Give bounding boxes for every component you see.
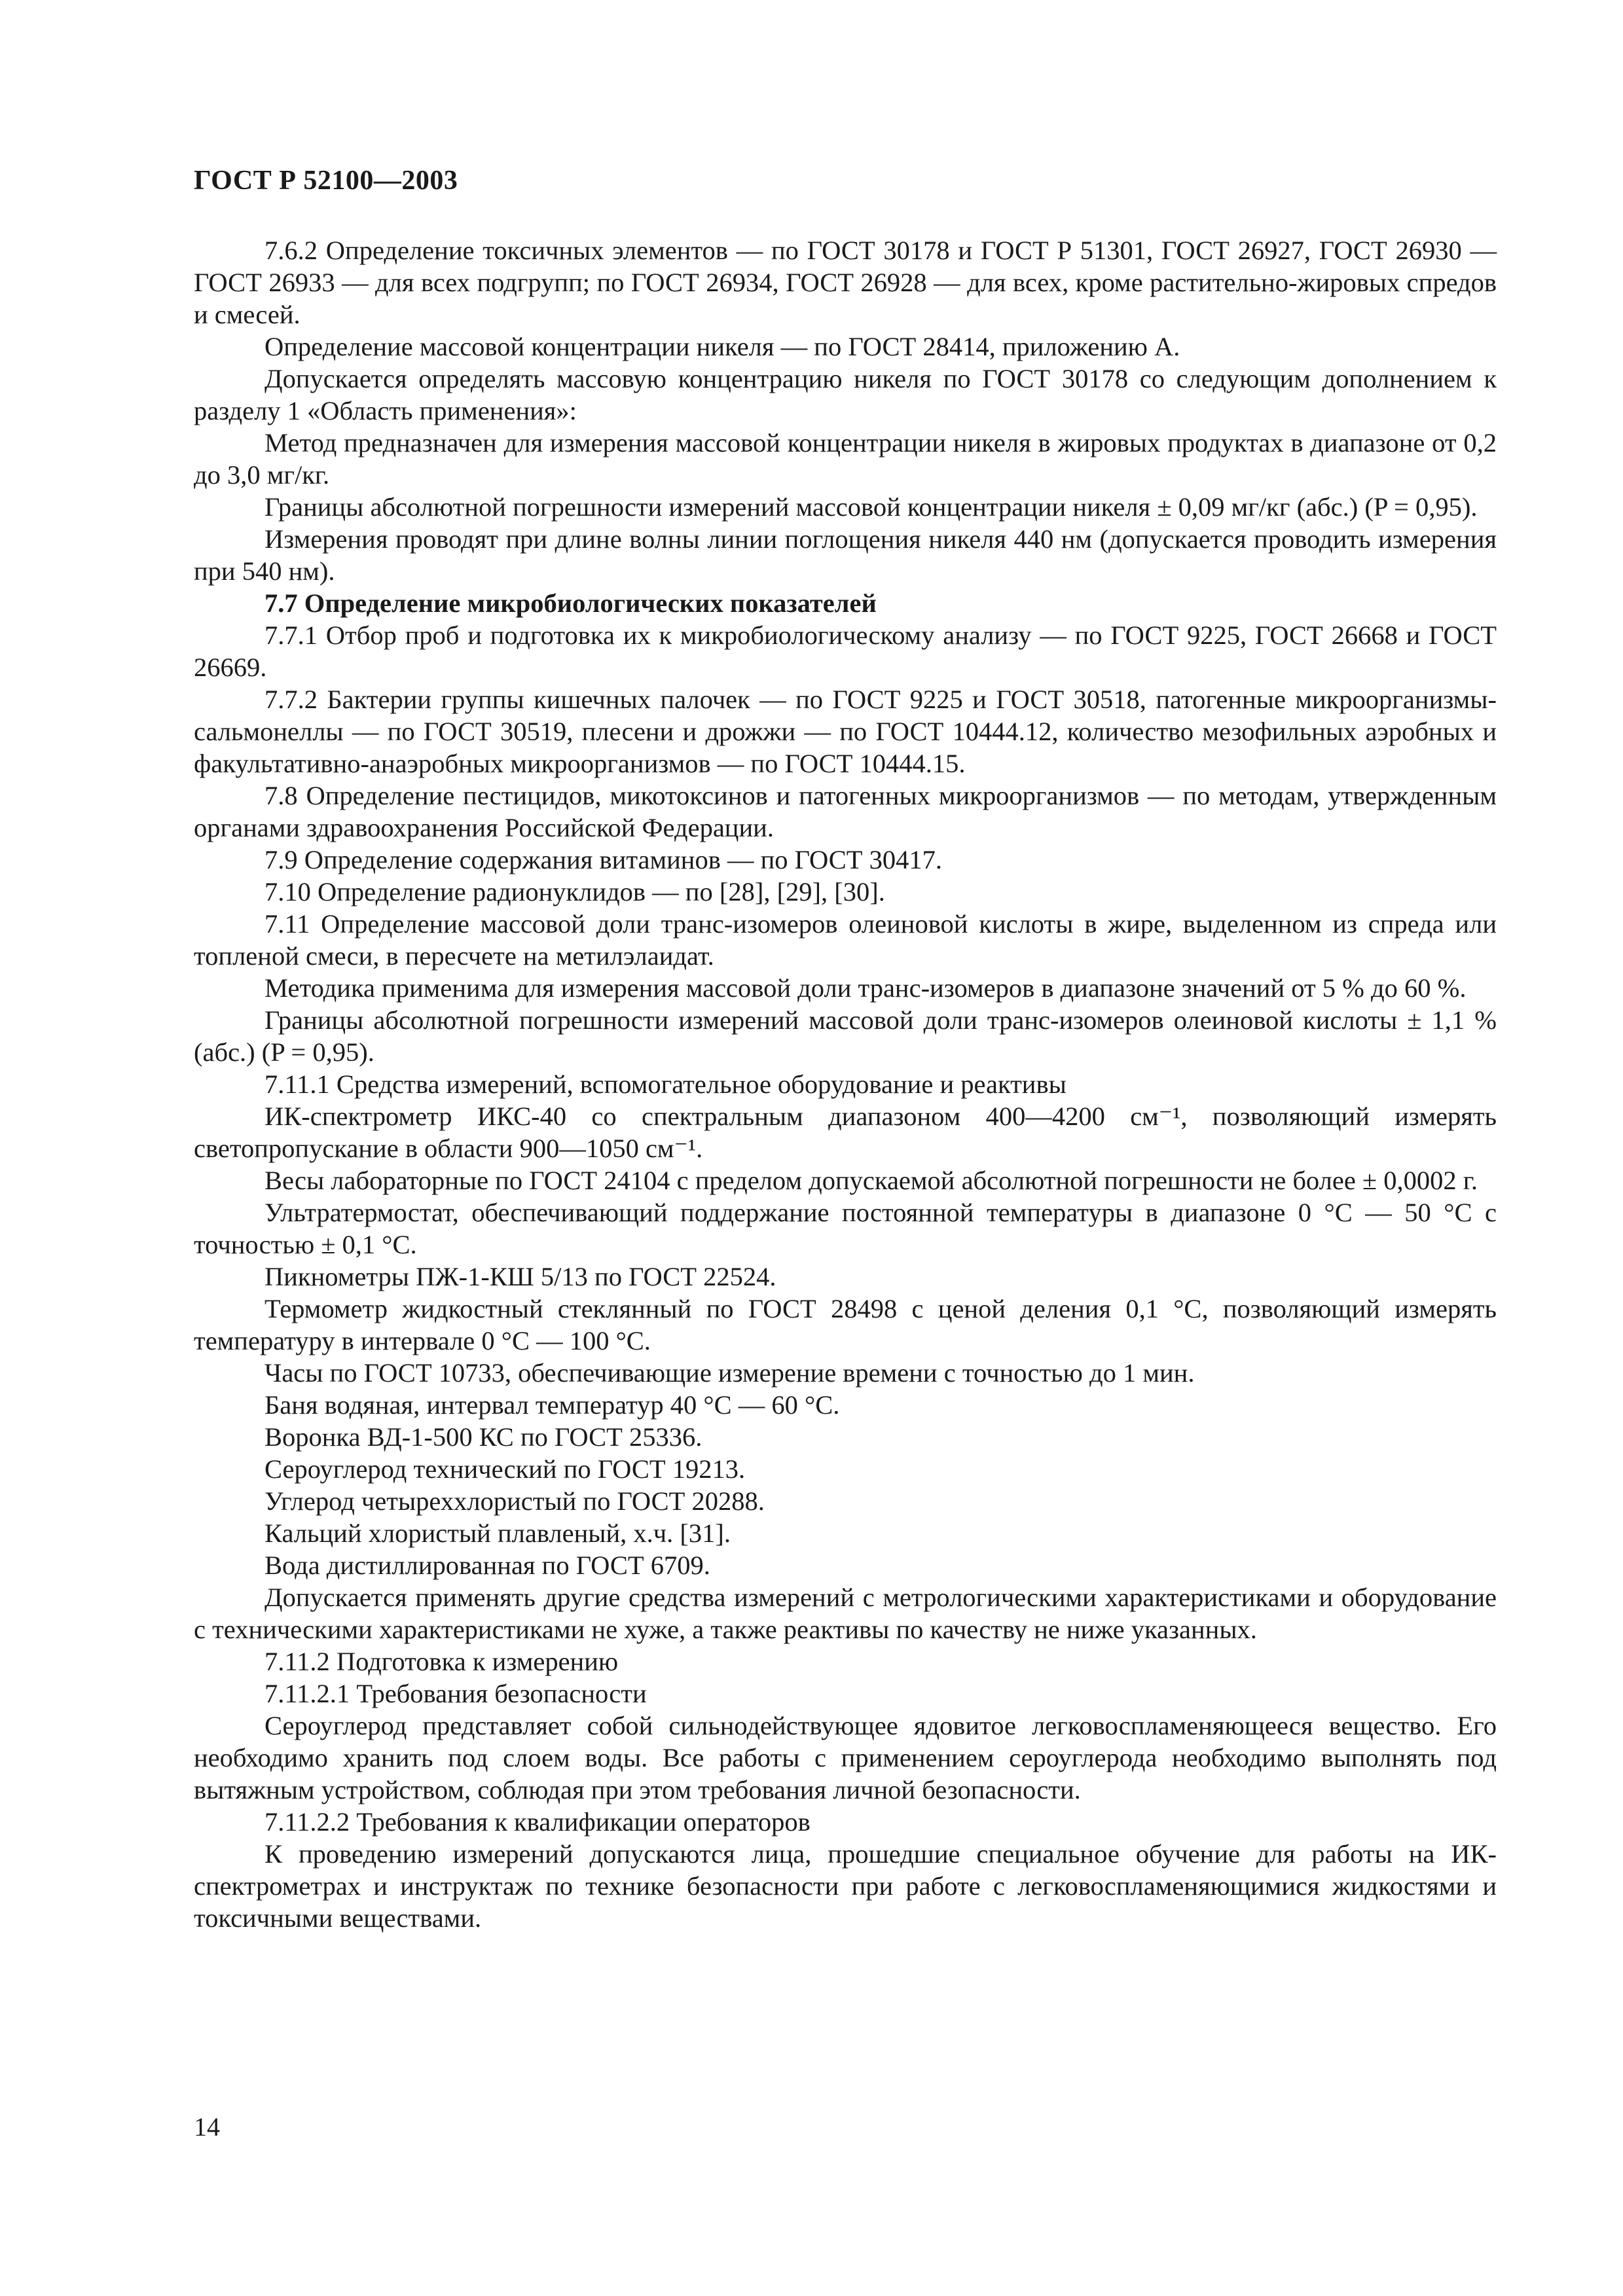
paragraph: Ультратермостат, обеспечивающий поддержание постоянной температуры в диапазоне 0 °С — 50 °С с точностью ± 0,1 °С.: [194, 1198, 1497, 1259]
paragraph: Измерения проводят при длине волны линии поглощения никеля 440 нм (допускается проводить измерения при 540 нм).: [194, 524, 1497, 586]
paragraph: 7.8 Определение пестицидов, микотоксинов и патогенных микроорганизмов — по методам, утвержденным органами здравоохранения Российской Федерации.: [194, 781, 1497, 842]
paragraph: 7.11.2 Подготовка к измерению: [264, 1647, 619, 1676]
paragraph: Границы абсолютной погрешности измерений массовой доли транс-изомеров олеиновой кислоты ± 1,1 % (абс.) (P = 0,95).: [194, 1005, 1497, 1067]
paragraph: Допускается применять другие средства измерений с метрологическими характеристиками и оборудование с техническими характеристиками не хуже, а также реактивы по качеству не ниже указанных.: [194, 1583, 1497, 1644]
paragraph: 7.7.1 Отбор проб и подготовка их к микробиологическому анализу — по ГОСТ 9225, ГОСТ 26668 и ГОСТ 26669.: [194, 620, 1497, 682]
paragraph: Методика применима для измерения массовой доли транс-изомеров в диапазоне значений от 5 % до 60 %.: [264, 973, 1467, 1003]
paragraph: 7.11.2.1 Требования безопасности: [264, 1679, 647, 1708]
section-heading: 7.7 Определение микробиологических показателей: [264, 588, 877, 618]
paragraph: Весы лабораторные по ГОСТ 24104 с пределом допускаемой абсолютной погрешности не более ± 0,0002 г.: [264, 1166, 1478, 1195]
paragraph: Допускается определять массовую концентрацию никеля по ГОСТ 30178 со следующим дополнением к разделу 1 «Область применения»:: [194, 364, 1497, 425]
paragraph: Воронка ВД-1-500 КС по ГОСТ 25336.: [264, 1422, 702, 1452]
paragraph: 7.11.2.2 Требования к квалификации операторов: [264, 1807, 811, 1837]
paragraph: Сероуглерод технический по ГОСТ 19213.: [264, 1454, 746, 1484]
paragraph: 7.7.2 Бактерии группы кишечных палочек — по ГОСТ 9225 и ГОСТ 30518, патогенные микроорганизмы-сальмонеллы — по ГОСТ 30519, плесени и дрожжи — по ГОСТ 10444.12, количество мезофильных аэробных и факультативно-анаэробных микроорганизмов — по ГОСТ 10444.15.: [194, 685, 1497, 778]
document-body: [194, 234, 1497, 1934]
paragraph: 7.10 Определение радионуклидов — по [28], [29], [30].: [264, 877, 885, 906]
paragraph: Сероуглерод представляет собой сильнодействующее ядовитое легковоспламеняющееся вещество. Его необходимо хранить под слоем воды. Все работы с применением сероуглерода необходимо выполнять под вытяжным устройством, соблюдая при этом требования личной безопасности.: [194, 1711, 1497, 1804]
document-code-header: ГОСТ Р 52100—2003: [194, 166, 458, 196]
page-number: 14: [194, 2112, 220, 2142]
paragraph: Кальций хлористый плавленый, х.ч. [31].: [264, 1518, 731, 1548]
paragraph: Баня водяная, интервал температур 40 °С — 60 °С.: [264, 1390, 840, 1420]
paragraph: Метод предназначен для измерения массовой концентрации никеля в жировых продуктах в диапазоне от 0,2 до 3,0 мг/кг.: [194, 428, 1497, 490]
paragraph: 7.11.1 Средства измерений, вспомогательное оборудование и реактивы: [264, 1069, 1067, 1099]
paragraph: Вода дистиллированная по ГОСТ 6709.: [264, 1551, 710, 1580]
paragraph: 7.11 Определение массовой доли транс-изомеров олеиновой кислоты в жире, выделенном из спреда или топленой смеси, в пересчете на метилэлаидат.: [194, 909, 1497, 971]
paragraph: 7.6.2 Определение токсичных элементов — по ГОСТ 30178 и ГОСТ Р 51301, ГОСТ 26927, ГОСТ 26930 — ГОСТ 26933 — для всех подгрупп; по ГОСТ 26934, ГОСТ 26928 — для всех, кроме растительно-жировых спредов и смесей.: [194, 236, 1497, 329]
paragraph: К проведению измерений допускаются лица, прошедшие специальное обучение для работы на ИК-спектрометрах и инструктаж по технике безопасности при работе с легковоспламеняющимися жидкостями и токсичными веществами.: [194, 1839, 1497, 1933]
paragraph: ИК-спектрометр ИКС-40 со спектральным диапазоном 400—4200 см⁻¹, позволяющий измерять светопропускание в области 900—1050 см⁻¹.: [194, 1102, 1497, 1163]
paragraph: Углерод четыреххлористый по ГОСТ 20288.: [264, 1486, 765, 1516]
paragraph: Пикнометры ПЖ-1-КШ 5/13 по ГОСТ 22524.: [264, 1262, 776, 1291]
paragraph: Термометр жидкостный стеклянный по ГОСТ 28498 с ценой деления 0,1 °С, позволяющий измерять температуру в интервале 0 °С — 100 °С.: [194, 1294, 1497, 1355]
paragraph: Часы по ГОСТ 10733, обеспечивающие измерение времени с точностью до 1 мин.: [264, 1358, 1195, 1388]
paragraph: Определение массовой концентрации никеля — по ГОСТ 28414, приложению А.: [264, 332, 1180, 361]
paragraph: Границы абсолютной погрешности измерений массовой концентрации никеля ± 0,09 мг/кг (абс.) (P = 0,95).: [264, 492, 1478, 522]
paragraph: 7.9 Определение содержания витаминов — по ГОСТ 30417.: [264, 845, 943, 874]
